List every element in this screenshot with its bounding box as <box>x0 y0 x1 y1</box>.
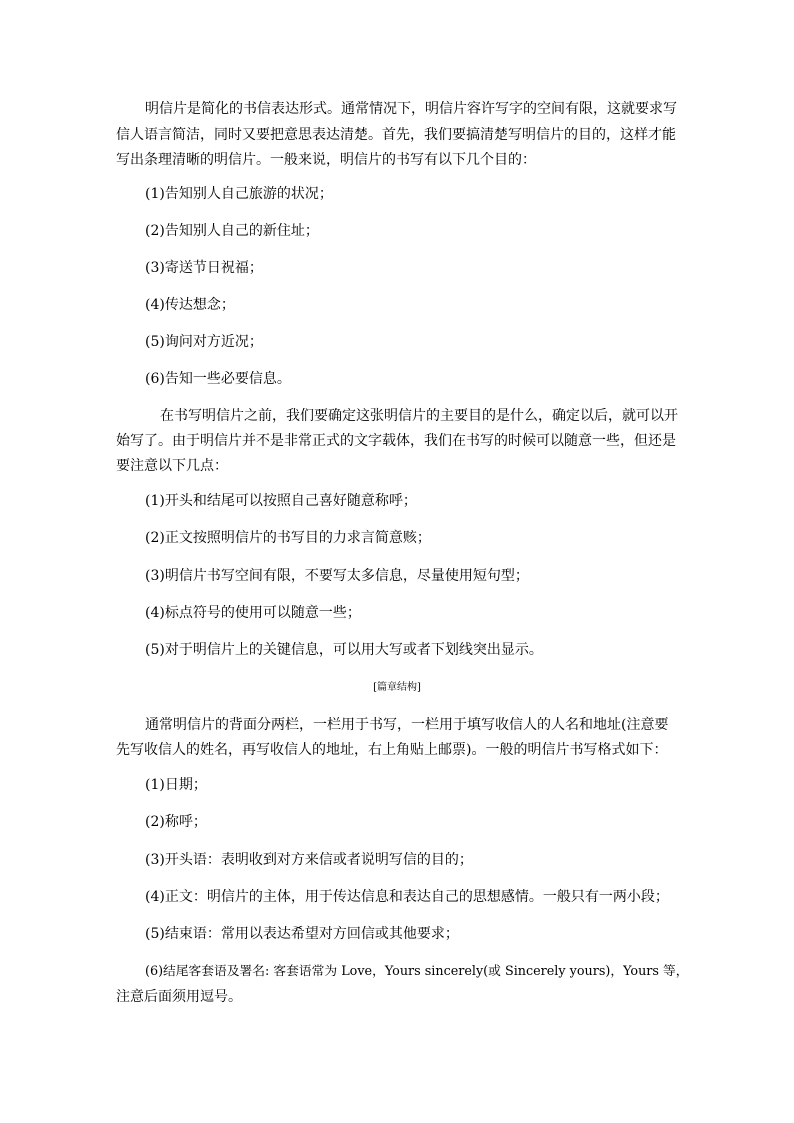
notes-intro-line-1: 在书写明信片之前，我们要确定这张明信片的主要目的是什么，确定以后，就可以开 <box>160 408 678 424</box>
intro-line-1: 明信片是简化的书信表达形式。通常情况下，明信片容许写字的空间有限，这就要求写 <box>145 101 677 117</box>
closing-line-2: 注意后面须用逗号。 <box>116 989 242 1005</box>
note-item-5: (5)对于明信片上的关键信息，可以用大写或者下划线突出显示。 <box>145 642 543 658</box>
closing-line-1: (6)结尾客套语及署名: 客套语常为 Love，Yours sincerely(或 Sincerely yours)，Yours 等， <box>145 964 689 979</box>
structure-item-4: (4)正文：明信片的主体，用于传达信息和表达自己的思想感情。一般只有一两小段； <box>145 889 669 905</box>
structure-intro-line-1: 通常明信片的背面分两栏，一栏用于书写，一栏用于填写收信人的人名和地址(注意要 <box>145 717 669 733</box>
intro-line-3: 写出条理清晰的明信片。一般来说，明信片的书写有以下几个目的： <box>116 152 536 168</box>
notes-intro-line-3: 要注意以下几点： <box>116 458 228 474</box>
note-item-1: (1)开头和结尾可以按照自己喜好随意称呼； <box>145 493 417 509</box>
notes-intro-line-2: 始写了。由于明信片并不是非常正式的文字载体，我们在书写的时候可以随意一些，但还是 <box>116 433 676 449</box>
purpose-item-1: (1)告知别人自己旅游的状况； <box>145 186 333 202</box>
structure-item-5: (5)结束语：常用以表达希望对方回信或其他要求； <box>145 926 459 942</box>
purpose-item-2: (2)告知别人自己的新住址； <box>145 223 319 239</box>
note-item-2: (2)正文按照明信片的书写目的力求言简意赅； <box>145 530 431 546</box>
structure-item-3: (3)开头语：表明收到对方来信或者说明写信的目的； <box>145 852 473 868</box>
structure-item-2: (2)称呼； <box>145 814 207 830</box>
purpose-item-4: (4)传达想念； <box>145 297 235 313</box>
structure-item-1: (1)日期； <box>145 777 207 793</box>
section-heading: [篇章结构] <box>373 682 421 693</box>
intro-line-2: 信人语言简洁，同时又要把意思表达清楚。首先，我们要搞清楚写明信片的目的，这样才能 <box>116 127 676 143</box>
purpose-item-6: (6)告知一些必要信息。 <box>145 371 291 387</box>
note-item-3: (3)明信片书写空间有限，不要写太多信息，尽量使用短句型； <box>145 568 529 584</box>
purpose-item-3: (3)寄送节日祝福； <box>145 260 263 276</box>
structure-intro-line-2: 先写收信人的姓名，再写收信人的地址，右上角贴上邮票)。一般的明信片书写格式如下： <box>116 742 668 758</box>
note-item-4: (4)标点符号的使用可以随意一些； <box>145 605 361 621</box>
purpose-item-5: (5)询问对方近况； <box>145 334 263 350</box>
